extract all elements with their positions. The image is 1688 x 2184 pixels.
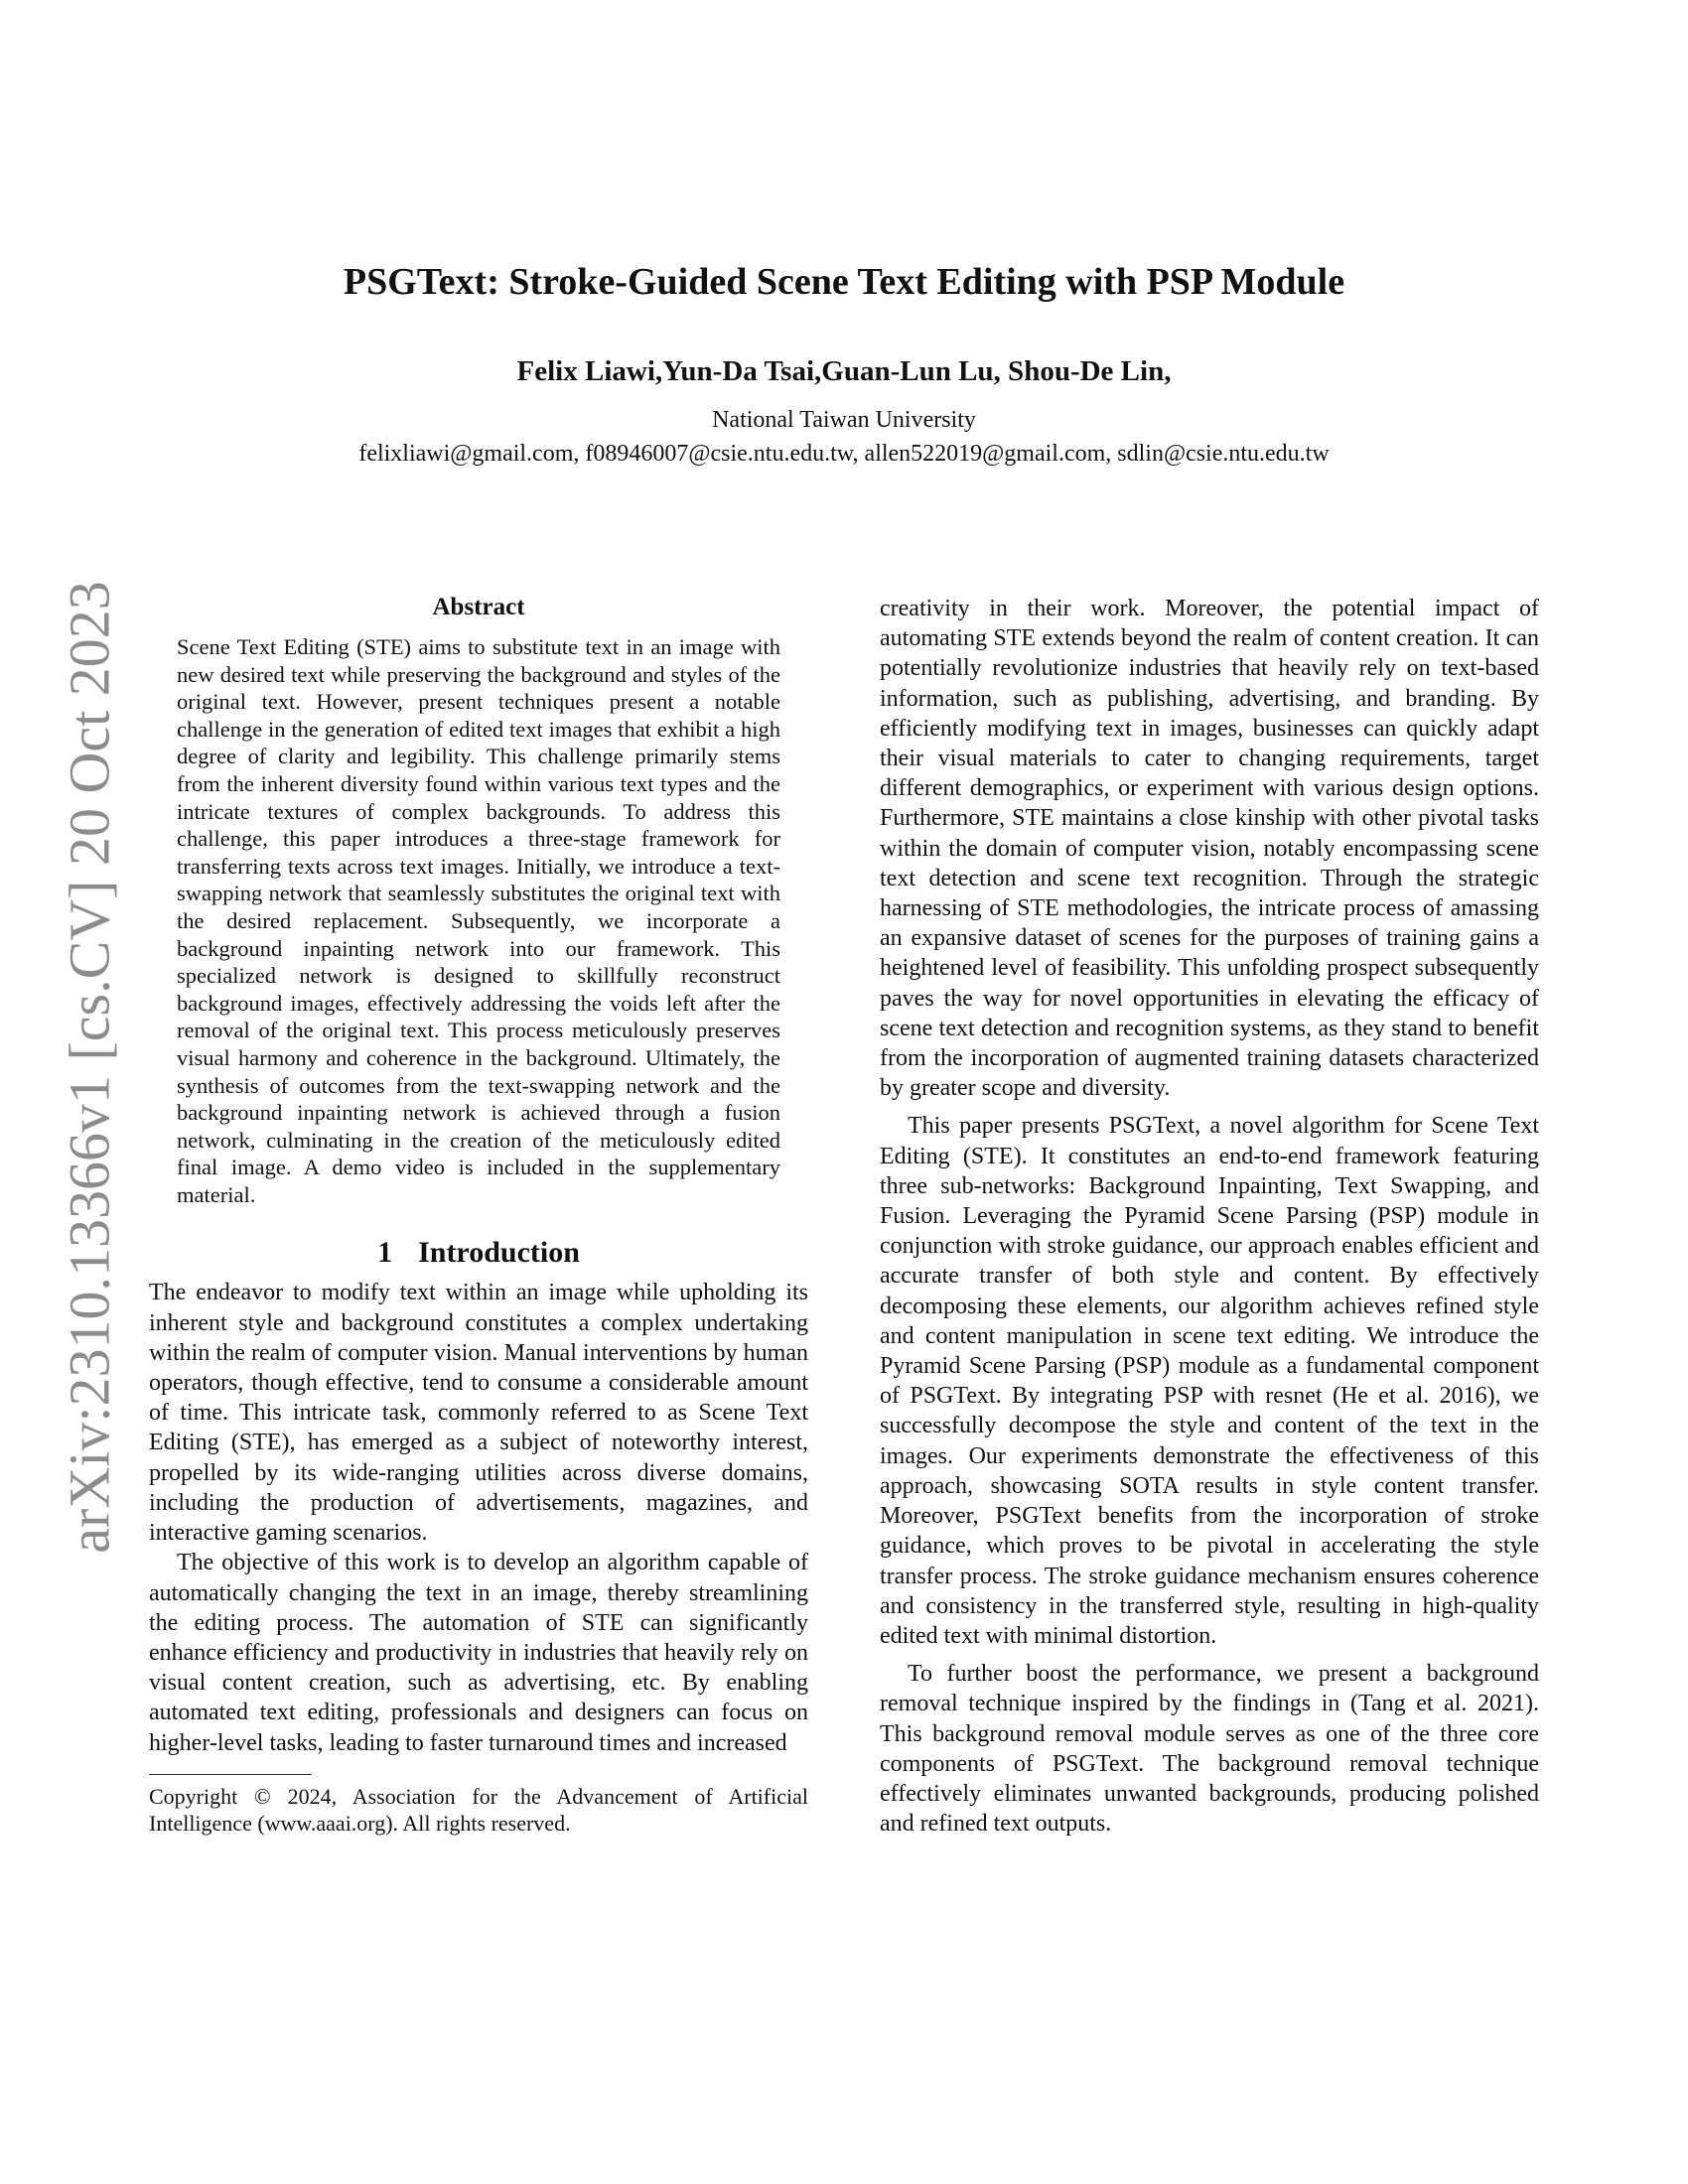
right-column xyxy=(880,594,1539,1839)
intro-paragraph-1: The endeavor to modify text within an image while upholding its inherent style and background constitutes a complex undertaking within the realm of computer vision. Manual interventions by human operators, though effective, tend to consume a considerable amount of time. This intricate task, commonly referred to as Scene Text Editing (STE), has emerged as a subject of noteworthy interest, propelled by its wide-ranging utilities across diverse domains, including the production of advertisements, magazines, and interactive gaming scenarios. xyxy=(149,1280,808,1547)
arxiv-stamp: arXiv:2310.13366v1 [cs.CV] 20 Oct 2023 xyxy=(57,581,122,1554)
copyright-footnote: Copyright © 2024, Association for the Advancement of Artificial Intelligence (www.aaai.org). All rights reserved. xyxy=(149,1783,808,1836)
intro-paragraph-4: To further boost the performance, we present a background removal technique inspired by the findings in (Tang et al. 2021). This background removal module serves as one of the three core components of PSGText. The background removal technique effectively eliminates unwanted backgrounds, producing polished and refined text outputs. xyxy=(880,1661,1539,1838)
affiliation: National Taiwan University xyxy=(712,407,976,433)
footnote-divider xyxy=(149,1774,312,1775)
paper-title: PSGText: Stroke-Guided Scene Text Editing with PSP Module xyxy=(343,261,1345,303)
intro-paragraph-3: This paper presents PSGText, a novel algorithm for Scene Text Editing (STE). It constitutes an end-to-end framework featuring three sub-networks: Background Inpainting, Text Swapping, and Fusion. Leveraging the Pyramid Scene Parsing (PSP) module in conjunction with stroke guidance, our approach enables efficient and accurate transfer of both style and content. By effectively decomposing these elements, our algorithm achieves refined style and content manipulation in scene text editing. We introduce the Pyramid Scene Parsing (PSP) module as a fundamental component of PSGText. By integrating PSP with resnet (He et al. 2016), we successfully decompose the style and content of the text in the images. Our experiments demonstrate the effectiveness of this approach, showcasing SOTA results in style content transfer. Moreover, PSGText benefits from the incorporation of stroke guidance, which proves to be pivotal in accelerating the style transfer process. The stroke guidance mechanism ensures coherence and consistency in the transferred style, resulting in high-quality edited text with minimal distortion. xyxy=(880,1113,1539,1649)
section-title: Introduction xyxy=(418,1236,580,1270)
left-column xyxy=(149,594,808,1837)
abstract-heading: Abstract xyxy=(432,594,525,620)
author-emails: felixliawi@gmail.com, f08946007@csie.ntu.edu.tw, allen522019@gmail.com, sdlin@csie.ntu.edu.tw xyxy=(358,441,1330,467)
abstract-text: Scene Text Editing (STE) aims to substitute text in an image with new desired text while preserving the background and styles of the original text. However, present techniques present a notable challenge in the generation of edited text images that exhibit a high degree of clarity and legibility. This challenge primarily stems from the inherent diversity found within various text types and the intricate textures of complex backgrounds. To address this challenge, this paper introduces a three-stage framework for transferring texts across text images. Initially, we introduce a text-swapping network that seamlessly substitutes the original text with the desired replacement. Subsequently, we incorporate a background inpainting network into our framework. This specialized network is designed to skillfully reconstruct background images, effectively addressing the voids left after the removal of the original text. This process meticulously preserves visual harmony and coherence in the background. Ultimately, the synthesis of outcomes from the text-swapping network and the background inpainting network is achieved through a fusion network, culminating in the creation of the meticulously edited final image. A demo video is included in the supplementary material. xyxy=(177,634,780,1207)
intro-paragraph-2: The objective of this work is to develop an algorithm capable of automatically changing the text in an image, thereby streamlining the editing process. The automation of STE can significantly enhance efficiency and productivity in industries that heavily rely on visual content creation, such as advertising, etc. By enabling automated text editing, professionals and designers can focus on higher-level tasks, leading to faster turnaround times and increased xyxy=(149,1550,808,1756)
section-heading-introduction xyxy=(149,1236,808,1270)
author-list: Felix Liawi,Yun-Da Tsai,Guan-Lun Lu, Shou-De Lin, xyxy=(516,355,1172,387)
section-number: 1 xyxy=(377,1236,393,1270)
intro-paragraph-2-continued: creativity in their work. Moreover, the potential impact of automating STE extends beyond the realm of content creation. It can potentially revolutionize industries that heavily rely on text-based information, such as publishing, advertising, and branding. By efficiently modifying text in images, businesses can quickly adapt their visual materials to cater to changing requirements, target different demographics, or experiment with various design options. Furthermore, STE maintains a close kinship with other pivotal tasks within the domain of computer vision, notably encompassing scene text detection and scene text recognition. Through the strategic harnessing of STE methodologies, the intricate process of amassing an expansive dataset of scenes for the purposes of training gains a heightened level of feasibility. This unfolding prospect subsequently paves the way for novel opportunities in elevating the efficacy of scene text detection and recognition systems, as they stand to benefit from the incorporation of augmented training datasets characterized by greater scope and diversity. xyxy=(880,596,1539,1102)
